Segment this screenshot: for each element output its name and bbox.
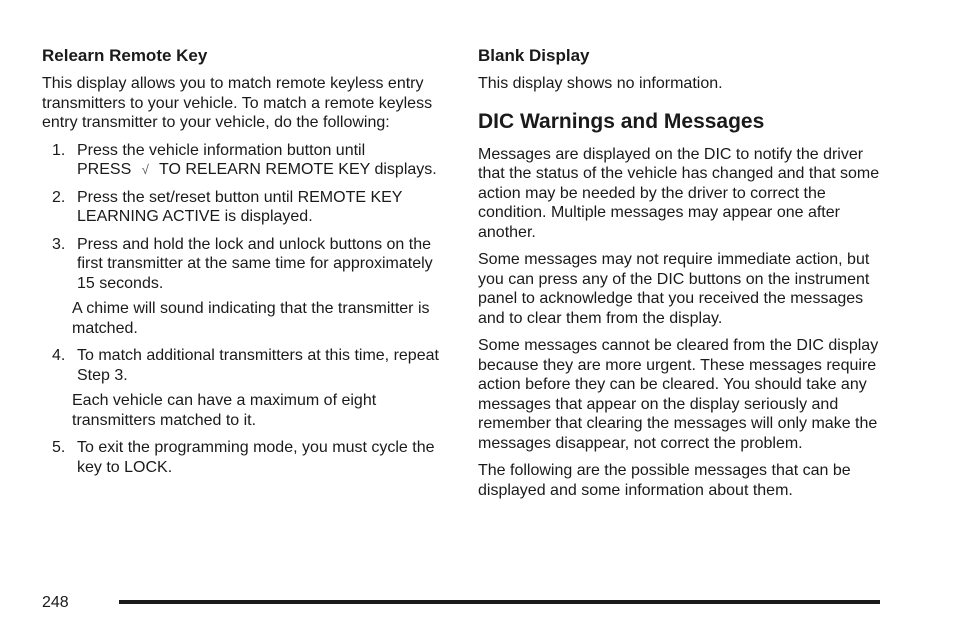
relearn-remote-key-heading: Relearn Remote Key bbox=[42, 46, 208, 65]
blank-display-text: This display shows no information. bbox=[478, 75, 723, 92]
step-1 bbox=[42, 141, 447, 180]
step-5 bbox=[42, 438, 447, 477]
dic-paragraph-3: Some messages cannot be cleared from the DIC display because they are more urgent. These messages require action before they can be cleared. You should take any messages that appear on the display seriously and remember that clearing the messages will only make the messages disappear, not correct the problem. bbox=[478, 337, 879, 452]
dic-warnings-heading: DIC Warnings and Messages bbox=[478, 109, 765, 133]
step-1-text-b: PRESS bbox=[77, 161, 132, 178]
step-number: 5. bbox=[52, 439, 66, 456]
relearn-steps-list bbox=[42, 141, 447, 294]
dic-paragraph-2: Some messages may not require immediate action, but you can press any of the DIC buttons on the instrument panel to acknowledge that you received the messages and to clear them from the display. bbox=[478, 251, 870, 327]
step-4-text: To match additional transmitters at this time, repeat Step 3. bbox=[77, 347, 439, 384]
blank-display-heading: Blank Display bbox=[478, 46, 590, 65]
step-2-text: Press the set/reset button until REMOTE KEY LEARNING ACTIVE is displayed. bbox=[77, 188, 403, 225]
relearn-steps-list-end bbox=[42, 438, 447, 477]
step-3 bbox=[42, 235, 447, 294]
step-3-note: A chime will sound indicating that the transmitter is matched. bbox=[72, 300, 430, 337]
step-1-text-a: Press the vehicle information button until bbox=[77, 141, 366, 159]
dic-paragraph-4: The following are the possible messages that can be displayed and some information about them. bbox=[478, 462, 851, 499]
step-3-text: Press and hold the lock and unlock buttons on the first transmitter at the same time for approximately 15 seconds. bbox=[77, 235, 433, 292]
step-number: 2. bbox=[52, 188, 66, 206]
page-number: 248 bbox=[42, 594, 69, 611]
relearn-intro: This display allows you to match remote keyless entry transmitters to your vehicle. To match a remote keyless entry transmitter to your vehicle, do the following: bbox=[42, 75, 433, 131]
step-number: 4. bbox=[52, 347, 66, 364]
dic-paragraph-1: Messages are displayed on the DIC to notify the driver that the status of the vehicle has changed and that some action may be needed by the driver to correct the condition. Multiple messages may appear one after another. bbox=[478, 145, 880, 241]
step-1-text-c: TO RELEARN REMOTE KEY displays. bbox=[159, 161, 437, 178]
step-number: 1. bbox=[52, 141, 66, 159]
step-2 bbox=[42, 188, 447, 227]
check-icon: √ bbox=[141, 162, 149, 177]
step-number: 3. bbox=[52, 235, 66, 253]
left-column bbox=[42, 46, 447, 485]
footer-rule bbox=[119, 600, 880, 604]
relearn-steps-list-cont bbox=[42, 346, 447, 385]
step-4-note: Each vehicle can have a maximum of eight transmitters matched to it. bbox=[72, 392, 377, 429]
right-column bbox=[478, 46, 888, 508]
step-5-text: To exit the programming mode, you must cycle the key to LOCK. bbox=[77, 439, 435, 476]
step-4 bbox=[42, 346, 447, 385]
